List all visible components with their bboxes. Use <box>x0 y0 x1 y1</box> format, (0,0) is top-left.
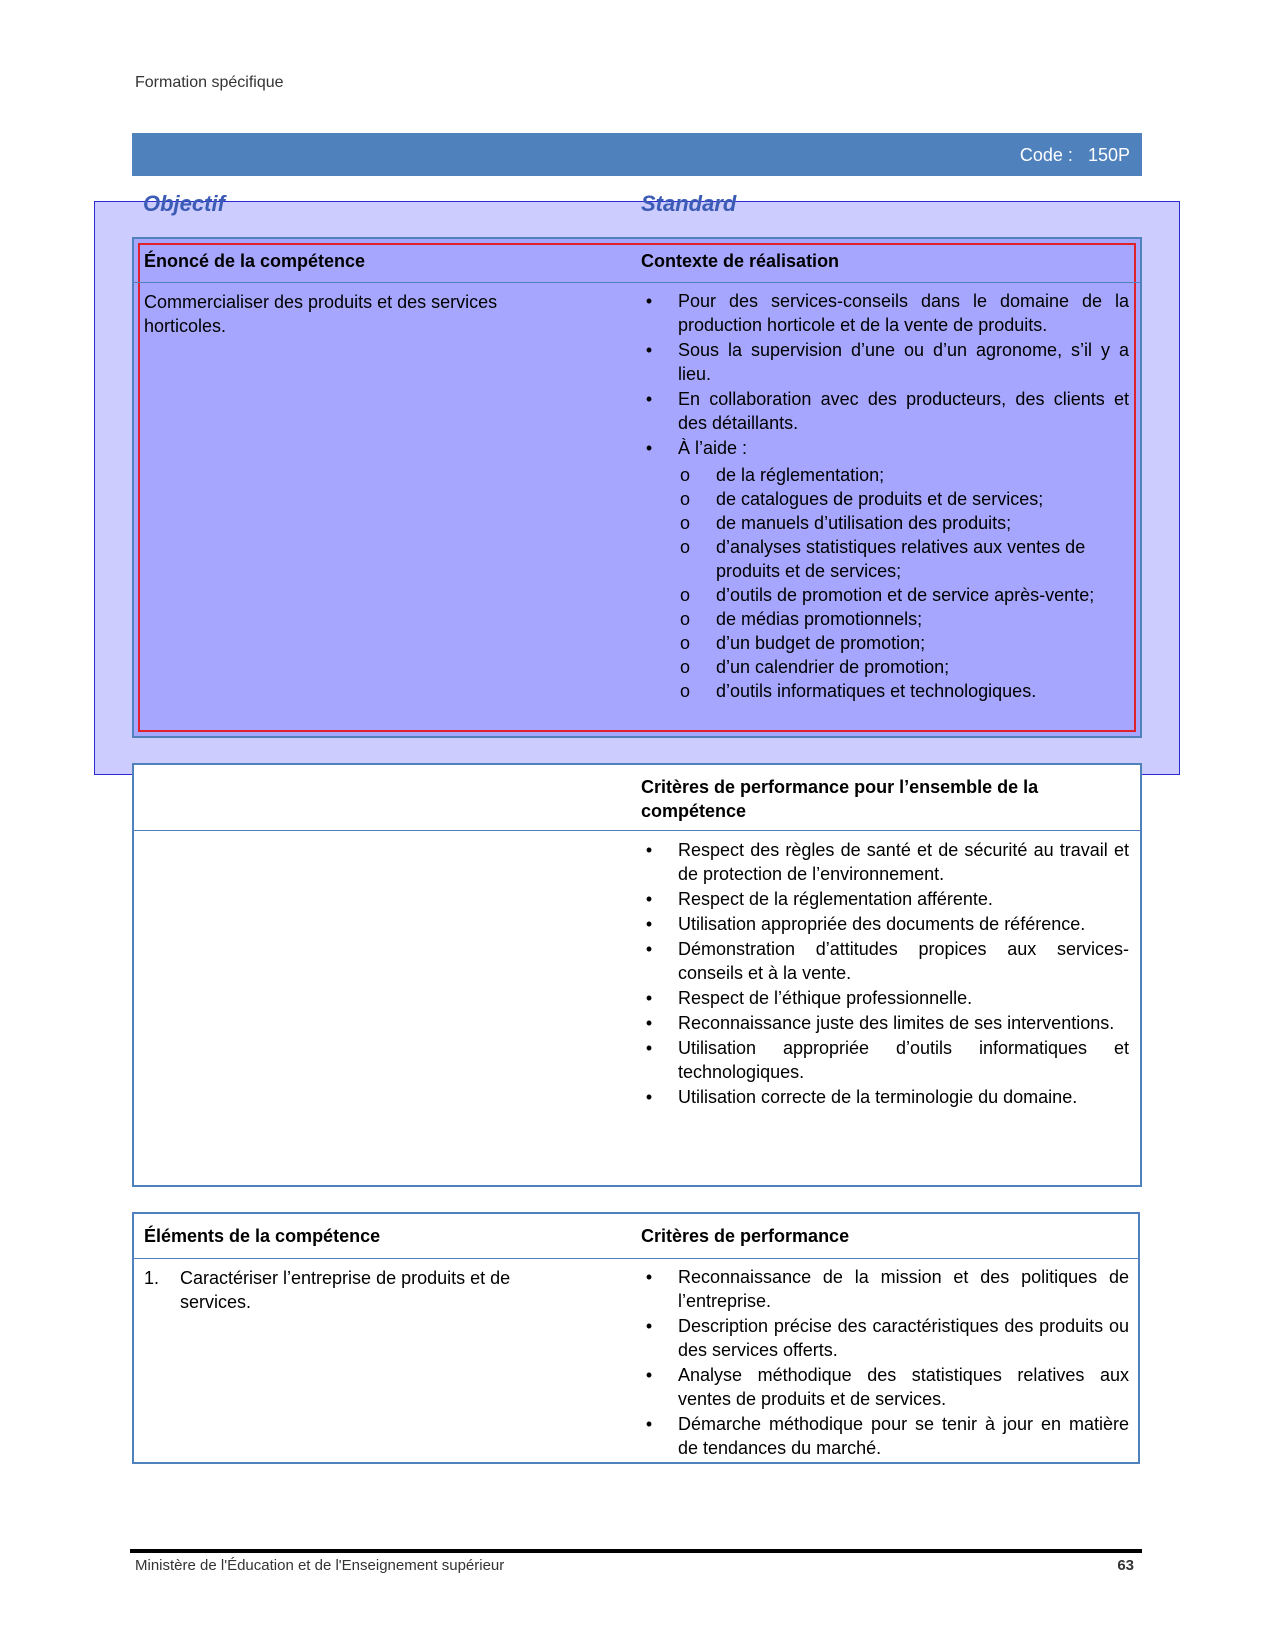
bullet-icon: o <box>679 537 690 557</box>
objective-heading: Objectif <box>143 191 225 216</box>
context-item-text: À l’aide : <box>678 438 748 458</box>
aide-item-text: d’un budget de promotion; <box>716 633 926 653</box>
context-item <box>642 387 1129 435</box>
aide-item <box>678 583 1129 607</box>
bullet-icon: o <box>679 633 690 653</box>
elements-header: Éléments de la compétence <box>144 1226 381 1246</box>
performance-item <box>642 1085 1129 1109</box>
performance-item-text: Utilisation appropriée des documents de référence. <box>678 914 1086 934</box>
criteria-item-text: Reconnaissance de la mission et des politiques de l’entreprise. <box>678 1267 1129 1311</box>
bullet-icon: • <box>645 1365 653 1385</box>
aide-item-text: d’analyses statistiques relatives aux ventes de produits et de services; <box>716 537 1086 581</box>
code-value: 150P <box>1087 145 1130 165</box>
context-list <box>642 289 1129 704</box>
criteria-item <box>642 1363 1129 1411</box>
element-text: Caractériser l’entreprise de produits et de services. <box>180 1268 511 1312</box>
aide-item-text: de médias promotionnels; <box>716 609 923 629</box>
performance-item <box>642 1011 1129 1035</box>
performance-header: Critères de performance pour l’ensemble de la compétence <box>641 777 1039 821</box>
criteria-item <box>642 1412 1129 1460</box>
aide-item <box>678 655 1129 679</box>
aide-item <box>678 463 1129 487</box>
aide-item-text: de la réglementation; <box>716 465 885 485</box>
bullet-icon: • <box>645 1038 653 1058</box>
criteria-list <box>642 1265 1129 1461</box>
criteria-item-text: Analyse méthodique des statistiques relatives aux ventes de produits et de services. <box>678 1365 1129 1409</box>
performance-item <box>642 838 1129 886</box>
performance-item-text: Respect des règles de santé et de sécurité au travail et de protection de l’environnement. <box>678 840 1129 884</box>
bullet-icon: • <box>645 291 653 311</box>
code-bar <box>132 133 1142 176</box>
performance-item-text: Reconnaissance juste des limites de ses interventions. <box>678 1013 1115 1033</box>
bullet-icon: • <box>645 840 653 860</box>
bullet-icon: • <box>645 1267 653 1287</box>
aide-item <box>678 535 1129 583</box>
criteria-item-text: Démarche méthodique pour se tenir à jour en matière de tendances du marché. <box>678 1414 1129 1458</box>
footer-rule <box>130 1549 1142 1553</box>
header-divider <box>134 282 1140 283</box>
performance-list <box>642 838 1129 1110</box>
aide-item-text: de catalogues de produits et de services; <box>716 489 1044 509</box>
aide-item-text: de manuels d’utilisation des produits; <box>716 513 1012 533</box>
running-header: Formation spécifique <box>135 74 284 91</box>
bullet-icon: • <box>645 1013 653 1033</box>
aide-sublist <box>678 463 1129 703</box>
bullet-icon: • <box>645 914 653 934</box>
standard-heading: Standard <box>641 191 737 216</box>
bullet-icon: o <box>679 513 690 533</box>
aide-item <box>678 487 1129 511</box>
competence-table <box>132 237 1142 738</box>
aide-item-text: d’outils informatiques et technologiques. <box>716 681 1037 701</box>
context-header: Contexte de réalisation <box>641 251 840 271</box>
bullet-icon: o <box>679 489 690 509</box>
context-item <box>642 289 1129 337</box>
performance-table <box>132 763 1142 1187</box>
statement-header: Énoncé de la compétence <box>144 251 366 271</box>
bullet-icon: o <box>679 585 690 605</box>
performance-item <box>642 986 1129 1010</box>
context-item-text: En collaboration avec des producteurs, des clients et des détaillants. <box>678 389 1129 433</box>
aide-item-text: d’outils de promotion et de service après-vente; <box>716 585 1095 605</box>
bullet-icon: • <box>645 340 653 360</box>
context-item-text: Pour des services-conseils dans le domaine de la production horticole et de la vente de produits. <box>678 291 1129 335</box>
competence-statement: Commercialiser des produits et des services horticoles. <box>144 292 498 336</box>
context-item <box>642 338 1129 386</box>
code-label-text: Code : <box>1019 145 1073 165</box>
bullet-icon: • <box>645 889 653 909</box>
performance-item <box>642 912 1129 936</box>
criteria-item <box>642 1314 1129 1362</box>
performance-item <box>642 1036 1129 1084</box>
header-divider <box>134 830 1140 831</box>
aide-item <box>678 679 1129 703</box>
aide-item <box>678 631 1129 655</box>
element-number: 1. <box>144 1268 160 1288</box>
performance-item-text: Utilisation correcte de la terminologie du domaine. <box>678 1087 1078 1107</box>
header-divider <box>134 1258 1138 1259</box>
criteria-item <box>642 1265 1129 1313</box>
footer-ministry: Ministère de l'Éducation et de l'Enseignement supérieur <box>135 1557 505 1574</box>
bullet-icon: o <box>679 465 690 485</box>
criteria-item-text: Description précise des caractéristiques des produits ou des services offerts. <box>678 1316 1129 1360</box>
aide-item <box>678 511 1129 535</box>
elements-table <box>132 1212 1140 1464</box>
performance-item <box>642 887 1129 911</box>
bullet-icon: • <box>645 939 653 959</box>
context-item <box>642 436 1129 703</box>
performance-item-text: Respect de la réglementation afférente. <box>678 889 993 909</box>
performance-item-text: Utilisation appropriée d’outils informatiques et technologiques. <box>678 1038 1129 1082</box>
page-number: 63 <box>1117 1557 1134 1574</box>
performance-item-text: Démonstration d’attitudes propices aux services-conseils et à la vente. <box>678 939 1129 983</box>
bullet-icon: • <box>645 1316 653 1336</box>
bullet-icon: • <box>645 438 653 458</box>
bullet-icon: o <box>679 681 690 701</box>
bullet-icon: • <box>645 1414 653 1434</box>
bullet-icon: o <box>679 609 690 629</box>
code-label <box>1020 145 1130 166</box>
bullet-icon: • <box>645 988 653 1008</box>
aide-item-text: d’un calendrier de promotion; <box>716 657 950 677</box>
bullet-icon: • <box>645 389 653 409</box>
performance-item-text: Respect de l’éthique professionnelle. <box>678 988 973 1008</box>
bullet-icon: • <box>645 1087 653 1107</box>
context-item-text: Sous la supervision d’une ou d’un agronome, s’il y a lieu. <box>678 340 1129 384</box>
aide-item <box>678 607 1129 631</box>
bullet-icon: o <box>679 657 690 677</box>
criteria-header: Critères de performance <box>641 1226 850 1246</box>
performance-item <box>642 937 1129 985</box>
